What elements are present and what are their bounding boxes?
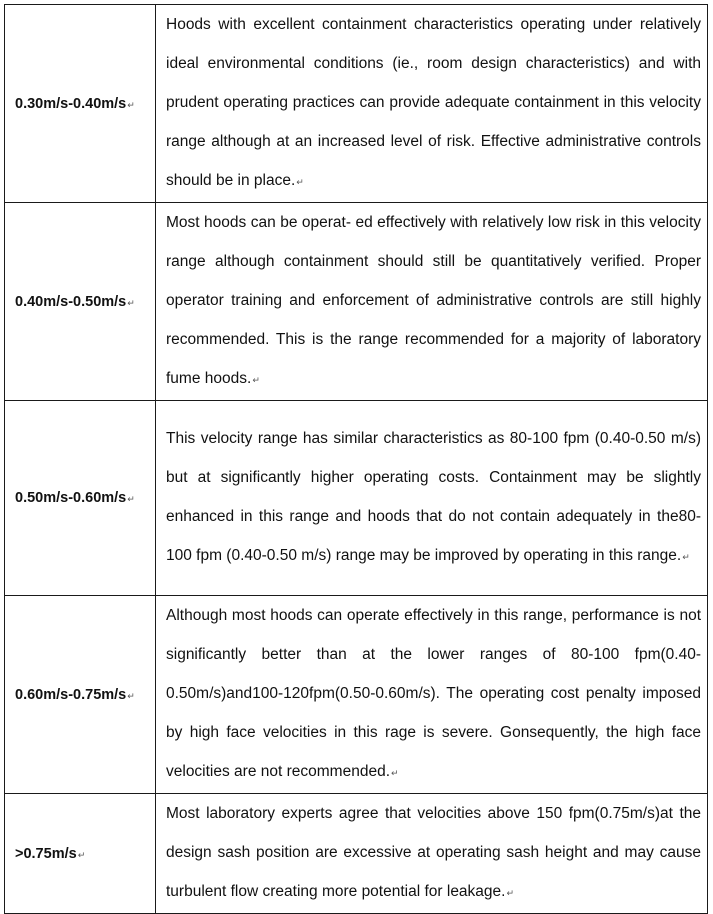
- velocity-table: [4, 4, 708, 914]
- description-cell: This velocity range has similar characteristics as 80-100 fpm (0.40-0.50 m/s) but at significantly higher operating costs. Containment may be slightly enhanced in this range and hoods that do not contain adequately in the80-100 fpm (0.40-0.50 m/s) range may be improved by operating in this range.↵: [156, 401, 708, 596]
- description-cell: Hoods with excellent containment characteristics operating under relatively ideal environmental conditions (ie., room design characteristics) and with prudent operating practices can provide adequate containment in this velocity range although at an increased level of risk. Effective administrative controls should be in place.↵: [156, 5, 708, 203]
- description-cell: Most hoods can be operat- ed effectively with relatively low risk in this velocity range although containment should still be quantitatively verified. Proper operator training and enforcement of administrative controls are still highly recommended. This is the range recommended for a majority of laboratory fume hoods.↵: [156, 203, 708, 401]
- velocity-range-cell: >0.75m/s↵: [5, 794, 156, 914]
- table-row: [5, 794, 708, 914]
- velocity-range-cell: 0.60m/s-0.75m/s↵: [5, 596, 156, 794]
- table-row: [5, 401, 708, 596]
- velocity-range-cell: 0.50m/s-0.60m/s↵: [5, 401, 156, 596]
- description-cell: Most laboratory experts agree that velocities above 150 fpm(0.75m/s)at the design sash position are excessive at operating sash height and may cause turbulent flow creating more potential for leakage.↵: [156, 794, 708, 914]
- description-cell: Although most hoods can operate effectively in this range, performance is not significantly better than at the lower ranges of 80-100 fpm(0.40-0.50m/s)and100-120fpm(0.50-0.60m/s). The operating cost penalty imposed by high face velocities in this rage is severe. Gonsequently, the high face velocities are not recommended.↵: [156, 596, 708, 794]
- table-row: [5, 5, 708, 203]
- table-row: [5, 596, 708, 794]
- velocity-range-cell: 0.30m/s-0.40m/s↵: [5, 5, 156, 203]
- table-row: [5, 203, 708, 401]
- velocity-range-cell: 0.40m/s-0.50m/s↵: [5, 203, 156, 401]
